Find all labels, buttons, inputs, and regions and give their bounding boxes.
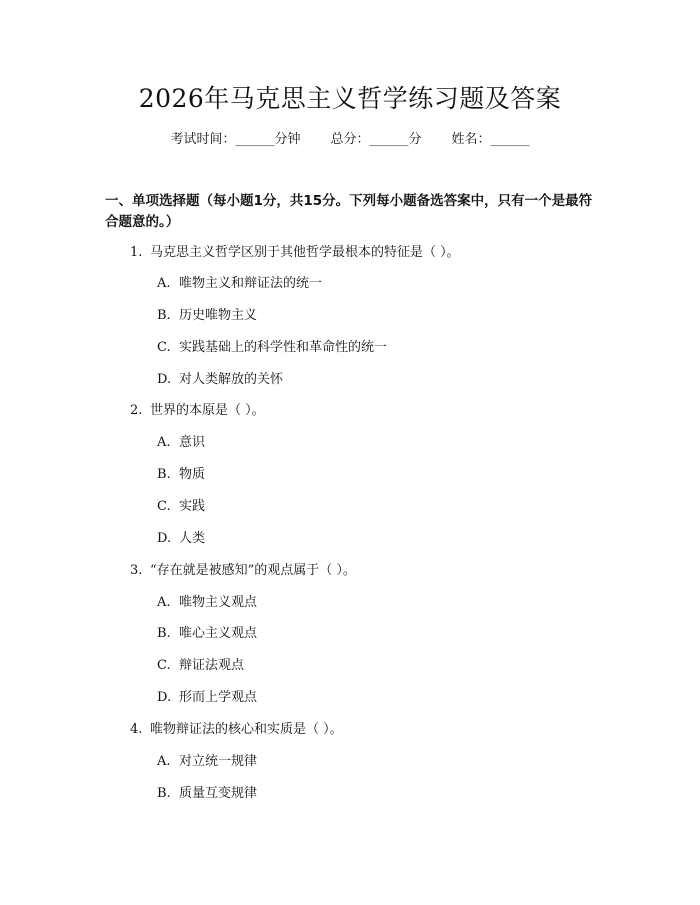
- question-text: 唯物辩证法的核心和实质是（ ）。: [150, 722, 343, 737]
- question-number: 1.: [130, 245, 143, 260]
- option-letter: B.: [157, 467, 171, 482]
- option-letter: C.: [157, 658, 171, 673]
- option-letter: C.: [157, 340, 171, 355]
- option-letter: D.: [157, 531, 172, 546]
- student-name-field: 姓名：______: [451, 132, 530, 147]
- option-text: 唯物主义观点: [179, 595, 258, 610]
- question-4-option-b: [157, 785, 257, 803]
- question-3-option-c: [157, 657, 244, 675]
- exam-time-field: 考试时间：______分钟: [170, 132, 301, 147]
- option-text: 历史唯物主义: [179, 308, 258, 323]
- question-number: 2.: [130, 403, 143, 418]
- question-1-option-d: [157, 371, 283, 389]
- question-3-option-b: [157, 625, 257, 643]
- question-text: “存在就是被感知”的观点属于（ ）。: [150, 563, 356, 578]
- question-2: [130, 402, 265, 420]
- option-text: 质量互变规律: [179, 786, 258, 801]
- option-letter: D.: [157, 690, 172, 705]
- option-letter: B.: [157, 626, 171, 641]
- option-letter: A.: [157, 754, 171, 769]
- question-2-option-a: [157, 434, 205, 452]
- option-text: 辩证法观点: [179, 658, 245, 673]
- option-text: 实践: [179, 499, 206, 514]
- question-1-option-c: [157, 339, 387, 357]
- question-3: [130, 562, 356, 580]
- question-text: 马克思主义哲学区别于其他哲学最根本的特征是（ ）。: [150, 245, 460, 260]
- option-text: 物质: [179, 467, 206, 482]
- question-2-option-b: [157, 466, 205, 484]
- question-1-option-b: [157, 307, 257, 325]
- question-number: 3.: [130, 563, 143, 578]
- question-3-option-a: [157, 594, 257, 612]
- option-text: 对人类解放的关怀: [179, 372, 284, 387]
- option-text: 人类: [179, 531, 206, 546]
- question-number: 4.: [130, 722, 143, 737]
- document-title: 2026年马克思主义哲学练习题及答案: [138, 84, 562, 113]
- option-text: 形而上学观点: [179, 690, 258, 705]
- question-text: 世界的本原是（ ）。: [150, 403, 265, 418]
- question-1: [130, 244, 460, 262]
- question-3-option-d: [157, 689, 257, 707]
- option-text: 实践基础上的科学性和革命性的统一: [179, 340, 388, 355]
- option-letter: B.: [157, 786, 171, 801]
- option-letter: D.: [157, 372, 172, 387]
- section-heading: 一、单项选择题（每小题1分，共15分。下列每小题备选答案中，只有一个是最符合题意的。）: [105, 193, 593, 230]
- question-2-option-d: [157, 530, 205, 548]
- option-letter: A.: [157, 276, 171, 291]
- question-4-option-a: [157, 753, 257, 771]
- option-letter: A.: [157, 595, 171, 610]
- option-letter: A.: [157, 435, 171, 450]
- option-text: 意识: [179, 435, 206, 450]
- option-letter: C.: [157, 499, 171, 514]
- question-2-option-c: [157, 498, 205, 516]
- question-4: [130, 721, 343, 739]
- option-text: 唯物主义和辩证法的统一: [179, 276, 323, 291]
- total-score-field: 总分：______分: [330, 132, 422, 147]
- exam-meta-line: [0, 131, 700, 149]
- question-1-option-a: [157, 275, 322, 293]
- option-text: 对立统一规律: [179, 754, 258, 769]
- option-letter: B.: [157, 308, 171, 323]
- option-text: 唯心主义观点: [179, 626, 258, 641]
